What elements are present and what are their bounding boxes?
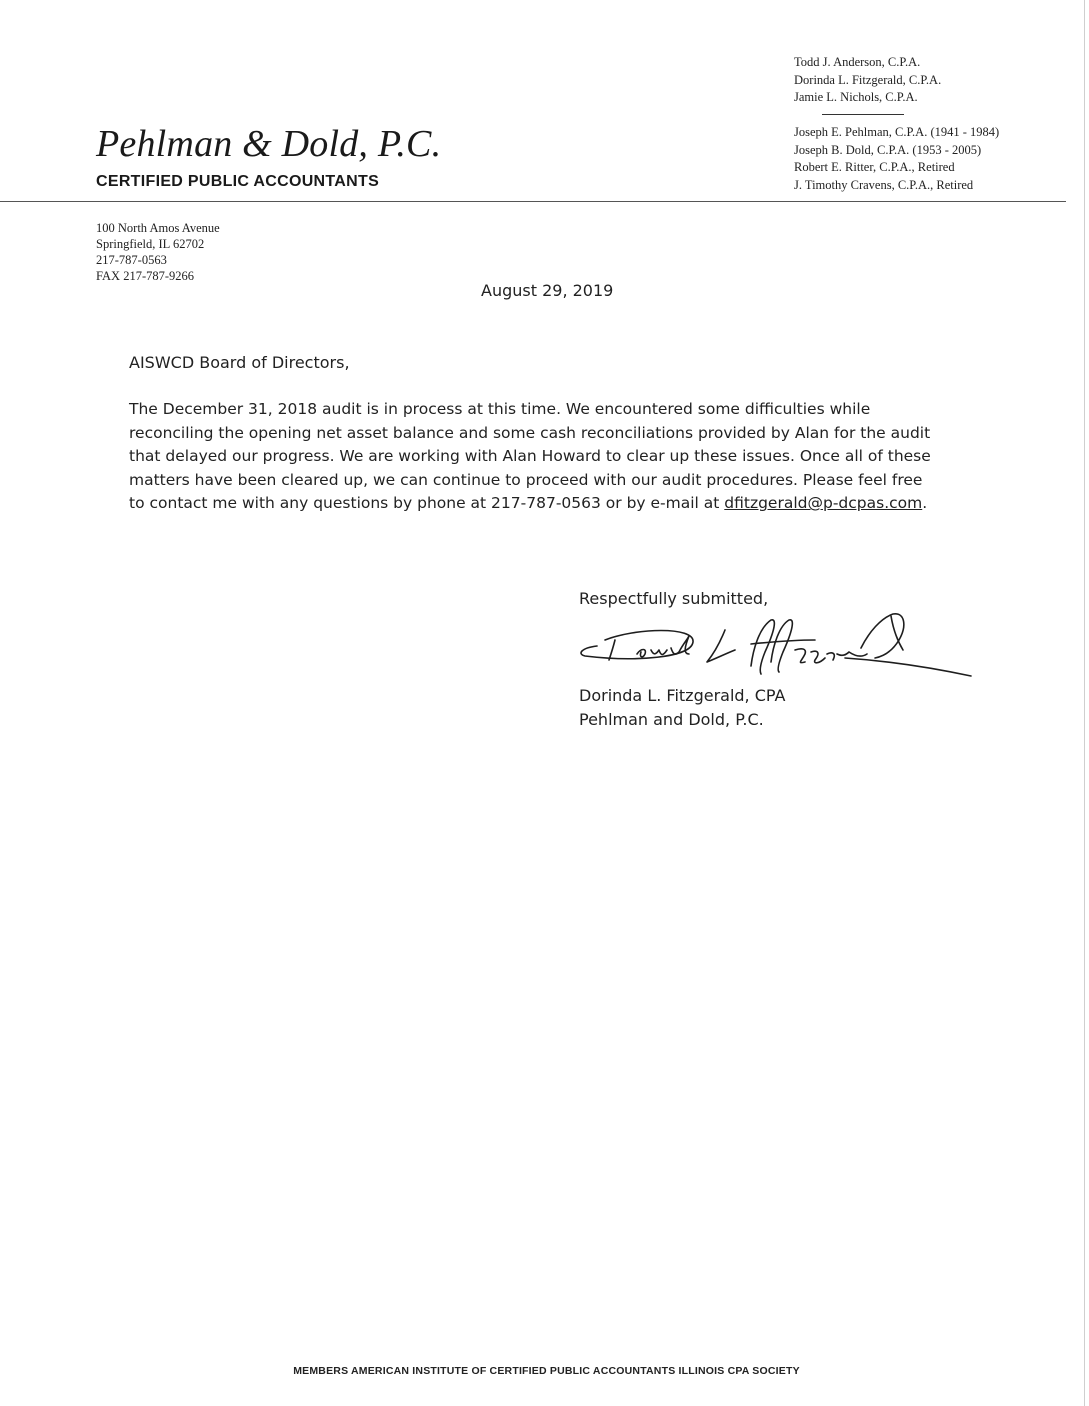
firm-address [96,220,220,284]
header-divider [0,201,1066,202]
signer-firm: Pehlman and Dold, P.C. [579,709,764,729]
former-partners-list [794,124,999,194]
salutation: AISWCD Board of Directors, [129,353,350,372]
footer-memberships [0,1365,1089,1377]
body-line: matters have been cleared up, we can continue to proceed with our audit procedures. Please feel free [129,470,923,489]
former-partner-name: J. Timothy Cravens, C.P.A., Retired [794,177,974,192]
partner-name: Jamie L. Nichols, C.P.A. [794,90,918,104]
email-link[interactable]: dfitzgerald@p-dcpas.com [724,494,923,513]
signature [575,600,975,690]
partner-name: Dorinda L. Fitzgerald, C.P.A. [794,72,942,87]
body-line-end: . [922,494,928,513]
signer-block [579,684,785,731]
body-line: reconciling the opening net asset balance and some cash reconciliations provided by Alan for the audit [129,423,931,442]
body-line: that delayed our progress. We are working with Alan Howard to clear up these issues. Once all of these [129,447,931,466]
former-partner-name: Joseph E. Pehlman, C.P.A. (1941 - 1984) [794,125,1000,139]
body-line: The December 31, 2018 audit is in process at this time. We encountered some difficulties while [129,400,871,418]
closing: Respectfully submitted, [579,589,769,608]
partners-list [794,54,941,107]
body-line-text: to contact me with any questions by phone at 217-787-0563 or by e-mail at [129,494,725,513]
former-partner-name: Joseph B. Dold, C.P.A. (1953 - 2005) [794,142,982,157]
address-fax: FAX 217-787-9266 [96,269,195,283]
former-partner-name: Robert E. Ritter, C.P.A., Retired [794,160,955,174]
signer-name: Dorinda L. Fitzgerald, CPA [579,686,786,705]
body-line-last [129,492,965,516]
footer-text: MEMBERS AMERICAN INSTITUTE OF CERTIFIED PUBLIC ACCOUNTANTS ILLINOIS CPA SOCIETY [293,1365,800,1377]
address-city: Springfield, IL 62702 [96,237,205,251]
letter-date: August 29, 2019 [481,281,614,300]
letter-body [129,398,965,516]
page-edge [1084,0,1085,1406]
address-street: 100 North Amos Avenue [96,221,220,235]
partners-divider [822,114,904,115]
partner-name: Todd J. Anderson, C.P.A. [794,55,921,69]
firm-tagline: CERTIFIED PUBLIC ACCOUNTANTS [96,173,380,190]
address-phone: 217-787-0563 [96,253,167,267]
firm-name: Pehlman & Dold, P.C. [96,123,442,165]
